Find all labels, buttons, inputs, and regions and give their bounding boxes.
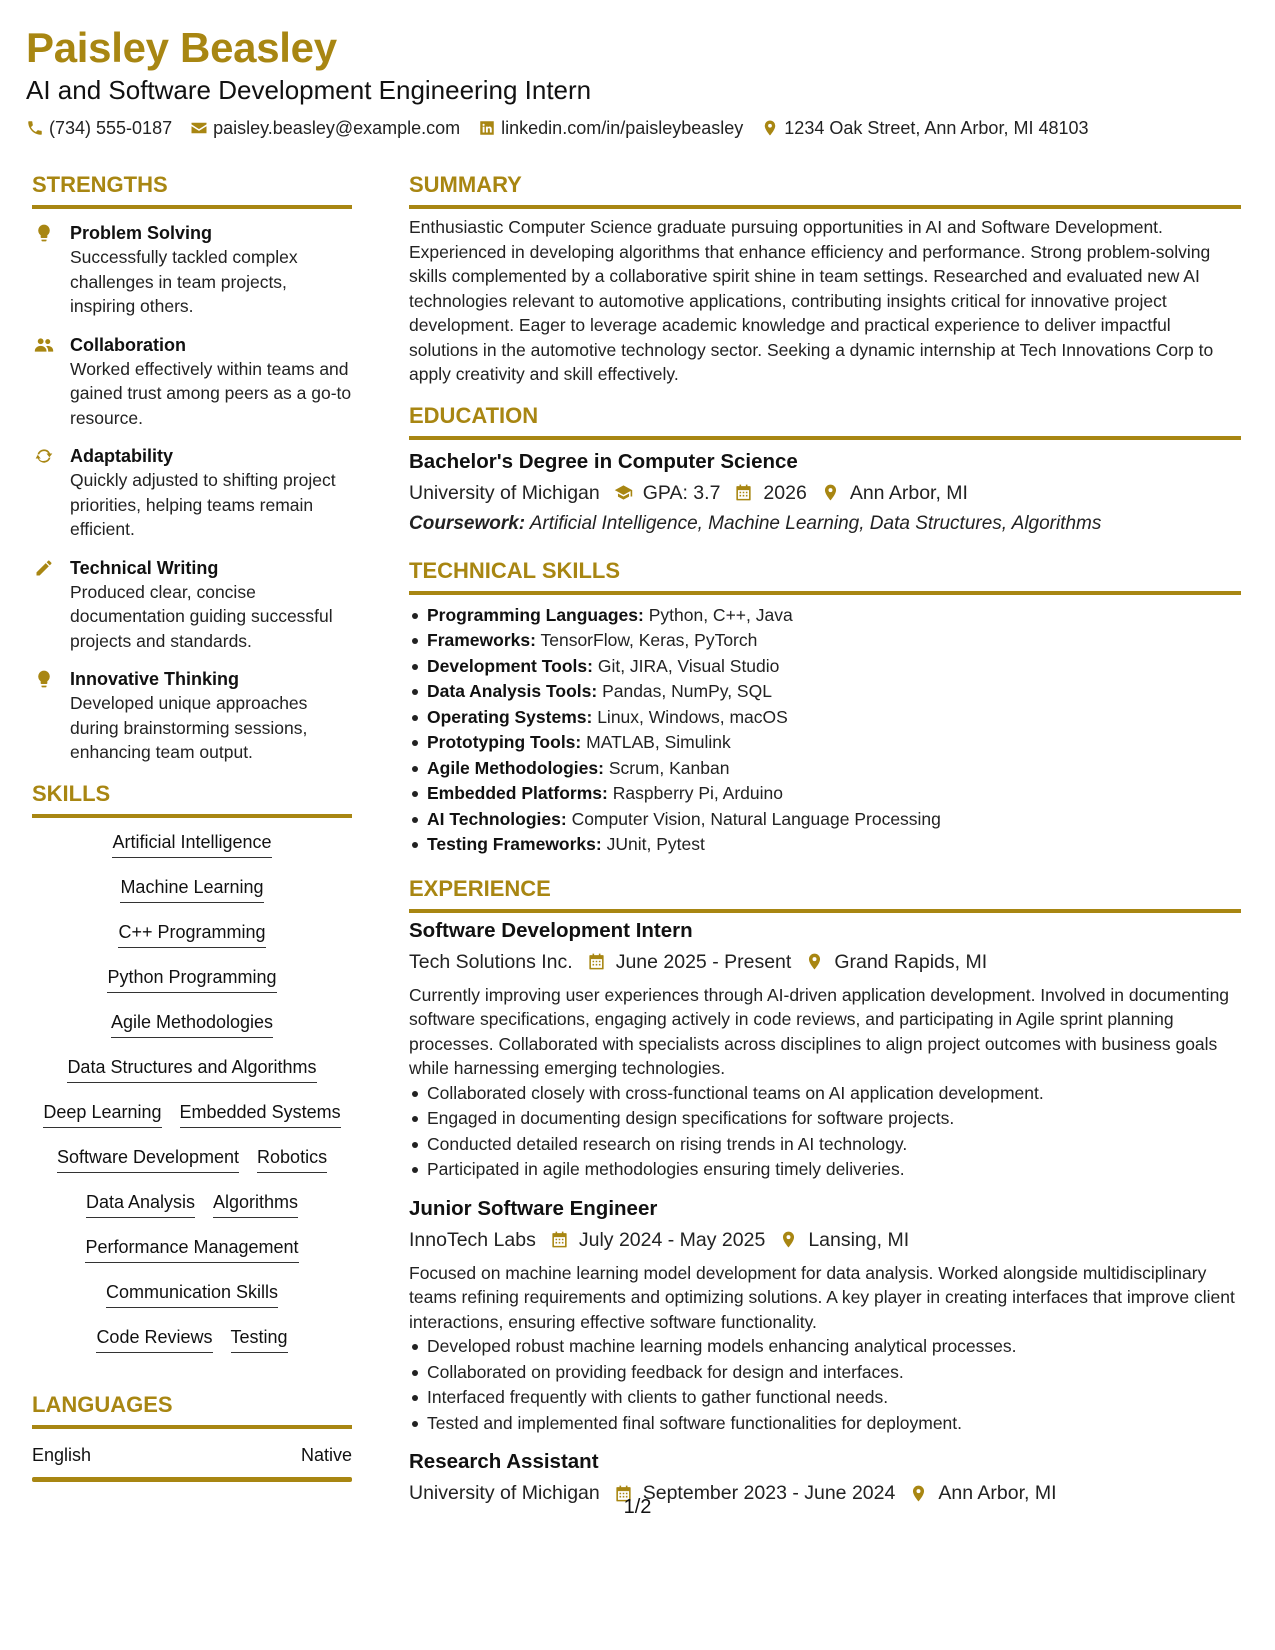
company-name: Tech Solutions Inc. [409, 950, 573, 973]
job-bullet: Engaged in documenting design specifications for software projects. [409, 1106, 1241, 1132]
skill-tag: Agile Methodologies [111, 1010, 273, 1038]
section-title: EXPERIENCE [409, 875, 551, 901]
technical-skill-item [409, 705, 1241, 731]
education-location: Ann Arbor, MI [849, 481, 968, 504]
linkedin-text: linkedin.com/in/paisleybeasley [501, 117, 744, 138]
page-number: 1/2 [623, 1496, 652, 1518]
job-title: Junior Software Engineer [409, 1196, 658, 1220]
language-name: English [32, 1444, 92, 1465]
strength-description: Successfully tackled complex challenges in team projects, inspiring others. [70, 247, 298, 316]
map-pin-icon [761, 119, 779, 137]
skill-tag: Data Structures and Algorithms [67, 1055, 316, 1083]
degree-title: Bachelor's Degree in Computer Science [409, 449, 798, 473]
strength-title: Innovative Thinking [70, 669, 240, 689]
job-dates-group [587, 947, 792, 977]
job-title: Research Assistant [409, 1450, 599, 1473]
skill-row [32, 1055, 352, 1100]
technical-skill-label: Operating Systems: [427, 706, 593, 727]
job-dates: June 2025 - Present [615, 950, 792, 973]
candidate-name: Paisley Beasley [26, 24, 337, 71]
section-divider [409, 909, 1241, 913]
skill-tag: Data Analysis [86, 1190, 195, 1218]
technical-skill-value: Python, C++, Java [648, 604, 793, 625]
strength-item [32, 221, 352, 319]
job-bullet: Collaborated on providing feedback for design and interfaces. [409, 1360, 1241, 1386]
technical-skill-label: Testing Frameworks: [427, 834, 602, 854]
graduation-cap-icon [614, 483, 633, 502]
section-title: SKILLS [32, 780, 111, 806]
technical-skill-item [409, 832, 1241, 858]
calendar-icon [550, 1230, 569, 1249]
skill-row [32, 875, 352, 920]
technical-skill-value: Linux, Windows, macOS [597, 706, 788, 727]
contact-email[interactable] [190, 118, 460, 139]
skill-tag: Embedded Systems [180, 1100, 341, 1128]
technical-skill-value: Scrum, Kanban [608, 757, 730, 778]
technical-skill-value: Computer Vision, Natural Language Processing [571, 808, 941, 829]
strength-description: Quickly adjusted to shifting project priorities, helping teams remain efficient. [70, 470, 336, 539]
skill-tag-list [32, 830, 352, 1370]
lightbulb-icon [34, 223, 54, 243]
technical-skill-label: Programming Languages: [427, 604, 644, 625]
summary-section [409, 170, 1241, 387]
section-divider [32, 814, 352, 818]
resume-header [26, 22, 1251, 140]
job-entry [409, 917, 1241, 1183]
envelope-icon [190, 119, 208, 137]
skill-tag: Python Programming [107, 965, 276, 993]
lightbulb-icon [34, 669, 54, 689]
gpa-text: GPA: 3.7 [642, 481, 721, 504]
job-dates-group [550, 1225, 765, 1255]
contact-bar [26, 116, 1251, 140]
languages-section [32, 1390, 352, 1482]
technical-skill-value: JUnit, Pytest [606, 834, 705, 854]
technical-skill-value: MATLAB, Simulink [586, 732, 731, 752]
coursework-list: Artificial Intelligence, Machine Learning, Data Structures, Algorithms [529, 512, 1102, 534]
job-bullet: Conducted detailed research on rising trends in AI technology. [409, 1132, 1241, 1158]
address-text: 1234 Oak Street, Ann Arbor, MI 48103 [784, 117, 1089, 138]
skill-tag: Machine Learning [120, 875, 263, 903]
section-divider [32, 1425, 352, 1429]
section-divider [409, 436, 1241, 440]
technical-skill-value: Raspberry Pi, Arduino [612, 783, 783, 803]
section-title: EDUCATION [409, 402, 539, 428]
technical-skill-item [409, 628, 1241, 654]
language-level-bar [32, 1477, 352, 1482]
skill-tag: Communication Skills [106, 1280, 278, 1308]
skill-tag: Robotics [257, 1145, 327, 1173]
right-column [409, 170, 1241, 1520]
skill-row [32, 1190, 352, 1235]
pencil-icon [34, 558, 54, 578]
job-location: Lansing, MI [808, 1228, 910, 1251]
section-title: TECHNICAL SKILLS [409, 557, 621, 583]
section-title: SUMMARY [409, 172, 522, 197]
job-dates: September 2023 - June 2024 [642, 1482, 896, 1504]
technical-skill-value: Git, JIRA, Visual Studio [597, 655, 780, 676]
strength-title: Collaboration [70, 334, 186, 355]
experience-section [409, 874, 1241, 1509]
users-icon [34, 335, 54, 355]
technical-skill-item [409, 756, 1241, 782]
skill-tag: Artificial Intelligence [112, 830, 271, 858]
summary-text: Enthusiastic Computer Science graduate pursuing opportunities in AI and Software Development. Experienced in developing algorithms that enhance efficiency and performance. Strong problem-solving skills complemented by a collaborative spirit shine in team settings. Researched and evaluated new AI technologies relevant to automotive applications, contributing insights critical for innovative project development. Eager to leverage academic knowledge and practical experience to deliver impactful solutions in the automotive technology sector. Seeking a dynamic internship at Tech Innovations Corp to apply creativity and skill effectively. [409, 217, 1214, 384]
job-meta [409, 1225, 1241, 1255]
strength-item [32, 444, 352, 542]
technical-skill-label: Prototyping Tools: [427, 732, 582, 752]
strength-title: Technical Writing [70, 557, 219, 578]
linkedin-icon [478, 119, 496, 137]
strengths-section [32, 170, 352, 765]
technical-skill-item [409, 730, 1241, 756]
job-dates: July 2024 - May 2025 [578, 1228, 766, 1251]
company-name: University of Michigan [409, 1482, 600, 1504]
technical-skill-label: Development Tools: [427, 655, 593, 676]
skill-row [32, 1280, 352, 1325]
skills-section [32, 779, 352, 1370]
technical-skill-label: Agile Methodologies: [427, 757, 604, 778]
calendar-icon [734, 483, 753, 502]
skill-row [32, 1100, 352, 1145]
language-item [32, 1443, 352, 1467]
experience-list [409, 917, 1241, 1509]
job-summary: Currently improving user experiences through AI-driven application development. Involved in documenting software specifications, engaging actively in code reviews, and participating in Agile sprint planning processes. Collaborated with specialists across disciplines to align project outcomes with business goals while harnessing emerging technologies. [409, 984, 1230, 1078]
skill-row [32, 965, 352, 1010]
coursework-label: Coursework: [409, 512, 526, 534]
strength-item [32, 333, 352, 431]
technical-skill-item [409, 603, 1241, 629]
job-location-group [779, 1225, 909, 1255]
technical-skill-label: Embedded Platforms: [427, 783, 608, 803]
contact-address [761, 118, 1088, 139]
skill-tag: Performance Management [85, 1235, 298, 1263]
strength-description: Worked effectively within teams and gained trust among peers as a go-to resource. [70, 358, 352, 428]
technical-skill-label: AI Technologies: [427, 808, 567, 829]
technical-skill-label: Data Analysis Tools: [427, 681, 598, 701]
section-divider [32, 205, 352, 209]
job-bullets [409, 1334, 1241, 1436]
skill-tag: Algorithms [213, 1190, 298, 1218]
section-divider [409, 205, 1241, 209]
job-summary: Focused on machine learning model development for data analysis. Worked alongside multidisciplinary teams refining requirements and optimizing solutions. A key player in creating interfaces that improve client interactions, ensuring effective software functionality. [409, 1262, 1235, 1332]
refresh-icon [34, 446, 54, 466]
section-divider [409, 591, 1241, 595]
skill-row [32, 1235, 352, 1280]
skill-tag: Software Development [57, 1145, 239, 1173]
job-bullet: Participated in agile methodologies ensuring timely deliveries. [409, 1157, 1241, 1183]
company-name: InnoTech Labs [409, 1228, 536, 1251]
skill-row [32, 830, 352, 875]
strength-description: Developed unique approaches during brainstorming sessions, enhancing team output. [70, 693, 308, 762]
job-bullet: Interfaced frequently with clients to gather functional needs. [409, 1385, 1241, 1411]
strength-item [32, 556, 352, 654]
map-pin-icon [779, 1230, 798, 1249]
phone-text: (734) 555-0187 [49, 117, 173, 138]
map-pin-icon [805, 952, 824, 971]
skill-row [32, 1010, 352, 1055]
technical-skill-value: TensorFlow, Keras, PyTorch [540, 630, 758, 650]
map-pin-icon [821, 483, 840, 502]
candidate-title: AI and Software Development Engineering Intern [26, 75, 592, 105]
language-level: Native [300, 1444, 352, 1465]
technical-skill-value: Pandas, NumPy, SQL [602, 681, 772, 701]
job-meta [409, 947, 1241, 977]
phone-icon [26, 119, 44, 137]
technical-skill-label: Frameworks: [427, 630, 536, 650]
coursework [409, 510, 1241, 538]
job-bullet: Tested and implemented final software functionalities for deployment. [409, 1411, 1241, 1437]
job-bullet: Collaborated closely with cross-functional teams on AI application development. [409, 1081, 1241, 1107]
calendar-icon [587, 952, 606, 971]
technical-skill-item [409, 654, 1241, 680]
skill-row [32, 920, 352, 965]
job-entry [409, 1195, 1241, 1437]
technical-skill-item [409, 781, 1241, 807]
school-name: University of Michigan [409, 481, 600, 504]
skill-tag: Testing [231, 1325, 288, 1353]
skill-tag: Deep Learning [43, 1100, 161, 1128]
job-bullet: Developed robust machine learning models enhancing analytical processes. [409, 1334, 1241, 1360]
left-column [32, 170, 352, 1482]
graduation-year: 2026 [763, 481, 807, 504]
strength-title: Adaptability [70, 446, 174, 466]
skill-tag: Code Reviews [96, 1325, 212, 1353]
technical-skills-list [409, 603, 1241, 858]
education-meta [409, 478, 1241, 508]
section-title: STRENGTHS [32, 172, 168, 197]
strength-description: Produced clear, concise documentation guiding successful projects and standards. [70, 581, 333, 651]
contact-phone[interactable] [26, 118, 172, 139]
job-bullets [409, 1081, 1241, 1183]
job-location: Grand Rapids, MI [834, 950, 988, 973]
technical-skills-section [409, 556, 1241, 858]
strength-item [32, 667, 352, 765]
section-title: LANGUAGES [32, 1391, 173, 1417]
contact-linkedin[interactable] [478, 118, 743, 139]
technical-skill-item [409, 679, 1241, 705]
job-title: Software Development Intern [409, 918, 693, 942]
skill-tag: C++ Programming [118, 920, 265, 948]
education-section [409, 401, 1241, 538]
technical-skill-item [409, 807, 1241, 833]
job-location-group [805, 947, 987, 977]
skill-row [32, 1145, 352, 1190]
strength-title: Problem Solving [70, 223, 213, 243]
job-location: Ann Arbor, MI [938, 1482, 1057, 1504]
email-text: paisley.beasley@example.com [213, 117, 461, 138]
skill-row [32, 1325, 352, 1370]
